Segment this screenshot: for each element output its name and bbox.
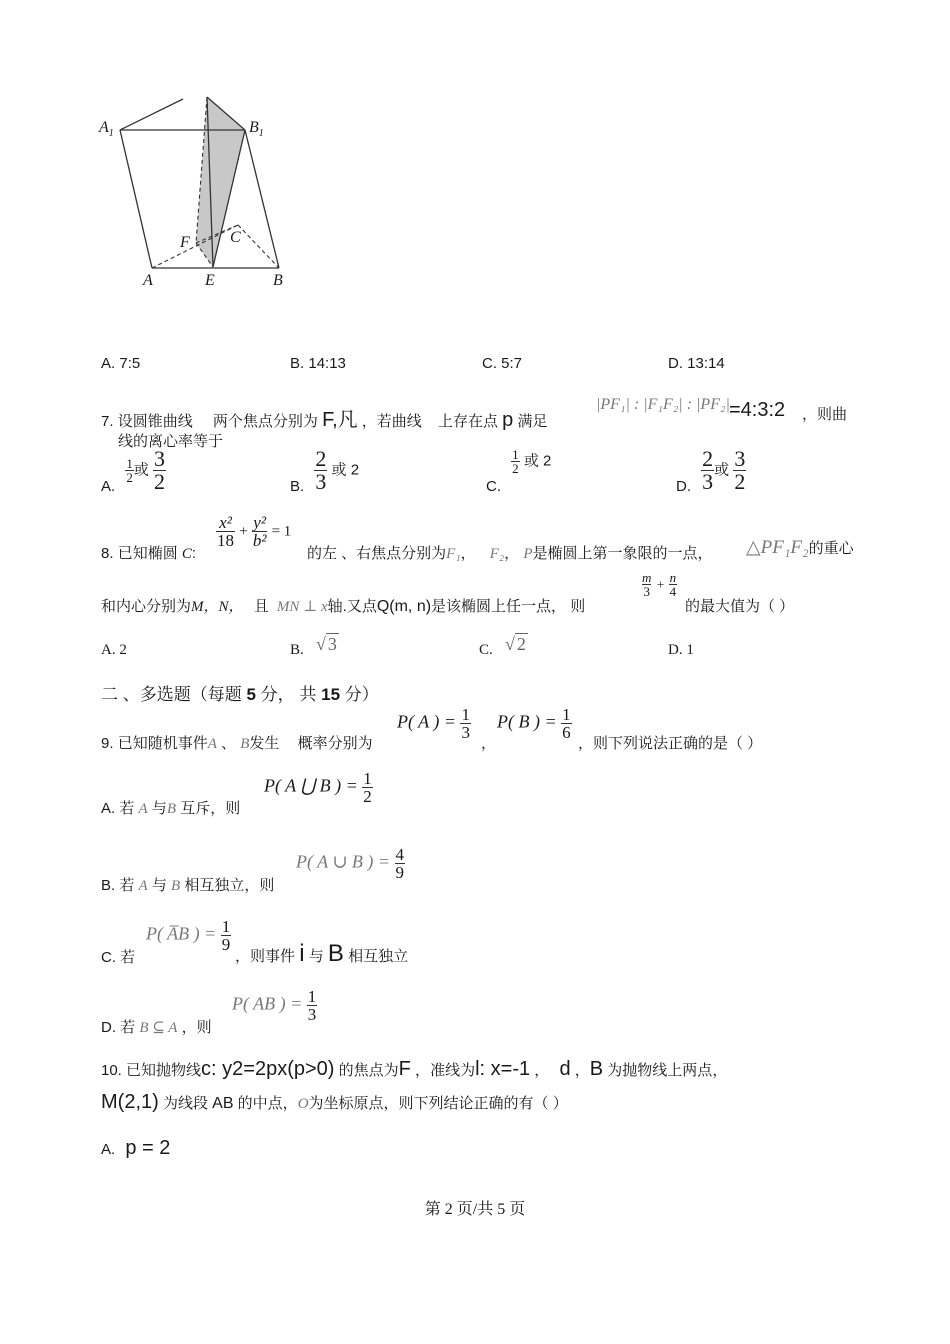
- q7-stem-line2: 线的离心率等于: [118, 433, 224, 450]
- q7-ratio-value: =4:3:2: [729, 399, 786, 421]
- q7-ratio-expression: |PF₁| : |F₁F₂| : |PF₂|: [596, 396, 730, 413]
- q9-option-a-formula: P( A ⋃ B ) = $\frac{1}{2}$: [264, 769, 372, 806]
- label-A1: $A_1$: [99, 119, 114, 140]
- q6-option-c[interactable]: C. 5:7: [482, 355, 523, 372]
- q8-option-d[interactable]: D. 1: [668, 642, 694, 658]
- q8-stem-line2-end: 的最大值为（ ）: [685, 598, 795, 615]
- q6-option-b[interactable]: B. 14:13: [290, 355, 346, 372]
- q9-option-b[interactable]: B. 若 A 与 B 相互独立，则: [101, 877, 275, 894]
- q6-option-a[interactable]: A. 7:5: [101, 355, 141, 372]
- label-A: A: [143, 272, 153, 289]
- q7-stem-end: ，则曲: [802, 406, 848, 423]
- q9-option-c-tail: ，则事件 i 与 B 相互独立: [235, 940, 409, 967]
- q7-option-a[interactable]: A. $\frac{1}{2}$ 或 $\frac{3}{2}$: [101, 446, 166, 495]
- q9-option-c-formula: P( A̅B ) = $\frac{1}{9}$: [146, 917, 231, 954]
- q9-prob-a: P( A ) = $\frac{1}{3}$: [397, 705, 470, 742]
- page-footer: 第 2 页/共 5 页: [424, 1201, 526, 1218]
- label-F: F: [180, 234, 190, 251]
- q10-stem: 10. 已知抛物线c: y2=2px(p>0) 的焦点为F ，准线为l: x=-1 ， d ，B 为抛物线上两点，: [101, 1058, 728, 1080]
- label-E: E: [205, 272, 215, 289]
- q8-target-expression: $\frac{m}{3}$ + $\frac{n}{4}$: [642, 570, 677, 599]
- q8-triangle: △PF₁F₂的重心: [746, 537, 854, 558]
- q10-option-a[interactable]: A. p = 2: [101, 1137, 171, 1159]
- q9-option-a[interactable]: A. 若 A 与B 互斥，则: [101, 800, 241, 817]
- q9-option-d-formula: P( AB ) = $\frac{1}{3}$: [232, 987, 317, 1024]
- label-B: B: [273, 272, 283, 289]
- q7-option-d[interactable]: D. $\frac{2}{3}$ 或 $\frac{3}{2}$: [676, 446, 746, 495]
- q7-option-c[interactable]: C. $\frac{1}{2}$ 或 2: [486, 447, 552, 495]
- q7-option-b[interactable]: B. $\frac{2}{3}$ 或 2: [290, 446, 360, 495]
- q9-comma: ，: [481, 735, 497, 752]
- q9-stem: 9. 已知随机事件A 、 B发生 概率分别为: [101, 735, 373, 752]
- label-C: C: [230, 229, 241, 246]
- q6-option-d[interactable]: D. 13:14: [668, 355, 725, 372]
- q9-stem-end: ，则下列说法正确的是（ ）: [578, 735, 763, 752]
- q8-stem-line2: 和内心分别为M，N， 且 MN ⊥ x轴.又点Q(m, n)是该椭圆上任一点， 则: [101, 598, 586, 615]
- section-heading: 二 、多选题（每题 5 分， 共 15 分）: [101, 685, 379, 704]
- q8-stem-intro: 8. 已知椭圆 C:: [101, 545, 197, 562]
- label-B1: $B_1$: [249, 119, 264, 140]
- q8-option-a[interactable]: A. 2: [101, 642, 127, 658]
- q7-stem: 7. 设圆锥曲线 两个焦点分别为 F,凡 ，若曲线 上存在点 p 满足: [101, 409, 548, 431]
- prism-figure: [95, 95, 300, 295]
- q9-prob-b: P( B ) = $\frac{1}{6}$: [497, 705, 571, 742]
- q9-option-d[interactable]: D. 若 B ⊆ A ，则: [101, 1019, 212, 1036]
- q8-stem-foci: 的左 、右焦点分别为F₁， F₂， P是椭圆上第一象限的一点，: [307, 545, 713, 562]
- q9-option-c[interactable]: C. 若: [101, 949, 136, 966]
- q8-ellipse-equation: $\frac{\text{x²}}{18}$ + $\frac{\text{y²}}{\text{b²}}$ = 1: [217, 513, 292, 550]
- q8-option-b[interactable]: B. √ 3: [290, 634, 337, 658]
- q10-stem-line2: M(2,1) 为线段 AB 的中点，O为坐标原点，则下列结论正确的有（ ）: [101, 1091, 568, 1113]
- q9-option-b-formula: P( A ∪ B ) = $\frac{4}{9}$: [296, 845, 405, 882]
- q8-option-c[interactable]: C. √ 2: [479, 634, 526, 658]
